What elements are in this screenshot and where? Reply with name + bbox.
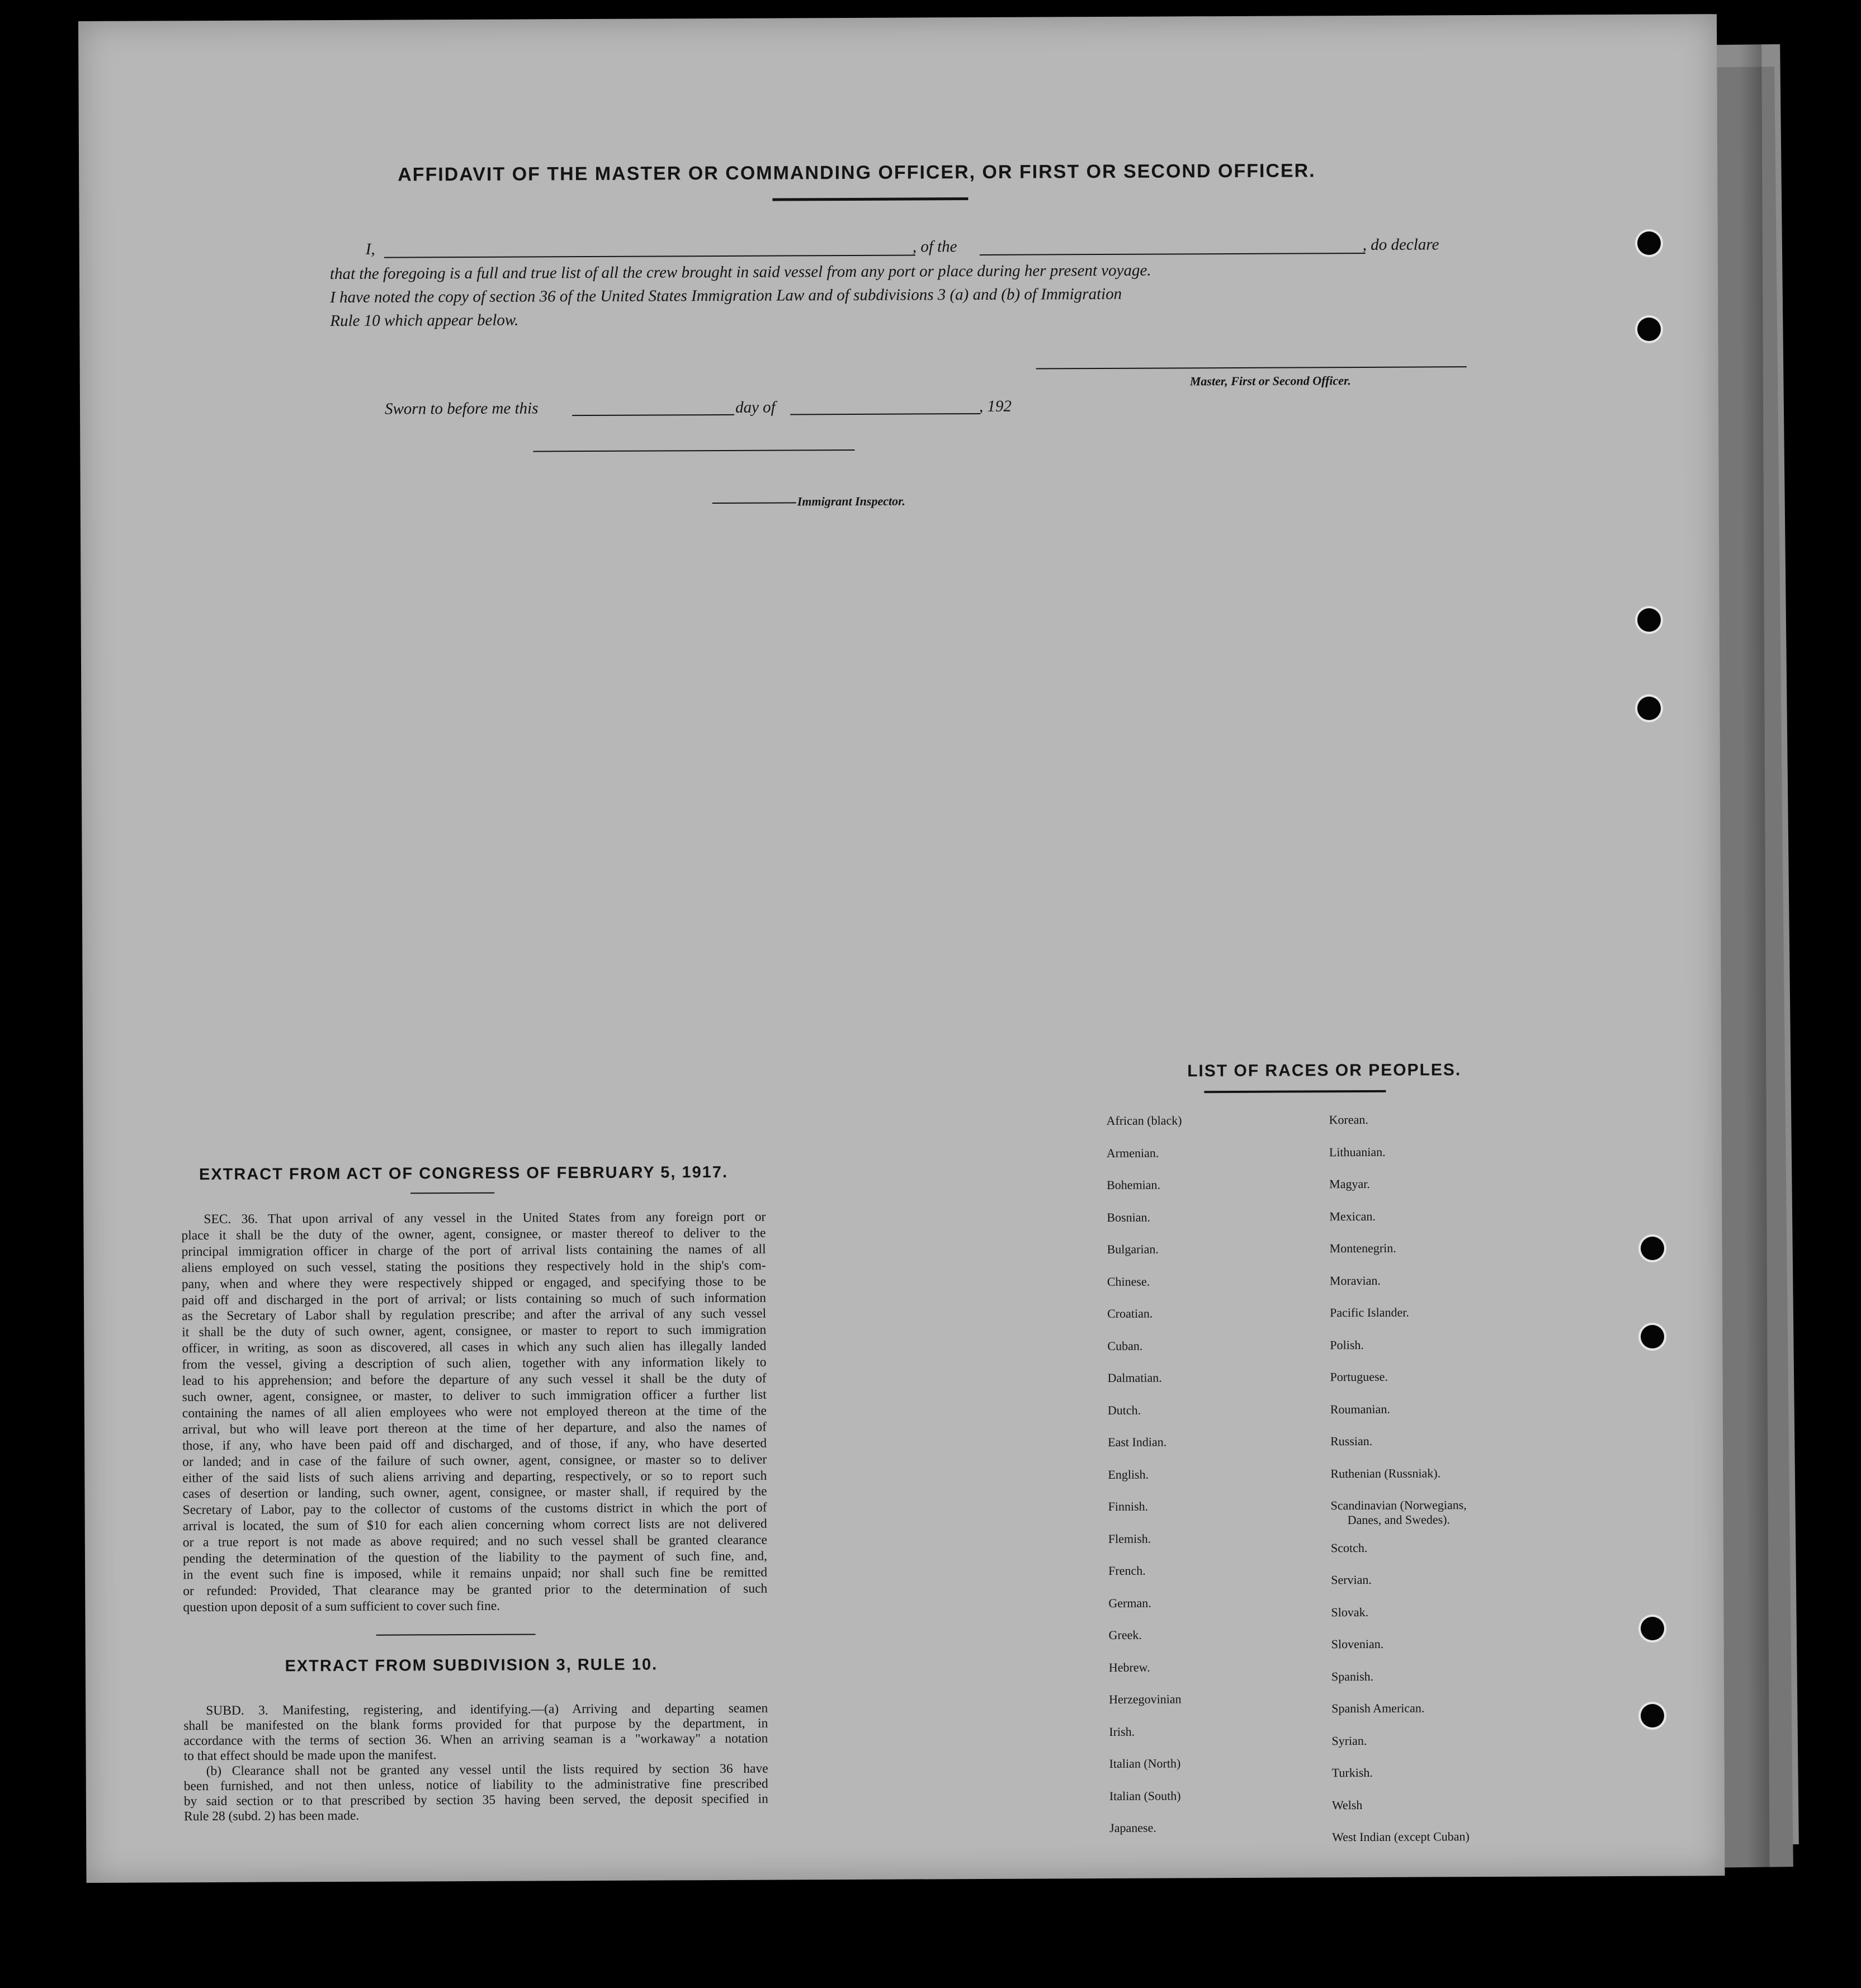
race-entry: Magyar. <box>1329 1176 1370 1191</box>
race-entry: Servian. <box>1331 1572 1372 1587</box>
race-entry: Moravian. <box>1329 1273 1381 1288</box>
extract-act-rule <box>410 1192 494 1194</box>
inspector-label: Immigrant Inspector. <box>797 494 905 509</box>
race-entry: Turkish. <box>1331 1765 1373 1780</box>
text-line: officer, in writing, as soon as discovered, all cases in which any such alien has illegally landed <box>182 1338 767 1356</box>
race-entry: Polish. <box>1330 1337 1364 1352</box>
race-entry: Syrian. <box>1331 1733 1367 1748</box>
race-entry: German. <box>1108 1596 1151 1610</box>
sworn-year: , 192 <box>979 397 1012 415</box>
extract-rule-rule <box>376 1634 536 1635</box>
inspector-prefix-blank <box>712 502 796 504</box>
text-line: been furnished, and not then unless, notice of liability to the administrative fine prescribed <box>183 1776 768 1794</box>
text-line: aliens employed on such vessel, stating the positions they respectively hold in the ship's com- <box>181 1258 766 1275</box>
race-entry: Ruthenian (Russniak). <box>1330 1465 1441 1480</box>
text-line: principal immigration officer in charge of the port of arrival lists containing the names of all <box>181 1242 766 1260</box>
declarant-declare: , do declare <box>1362 235 1439 254</box>
races-heading-rule <box>1204 1090 1386 1093</box>
text-line: paid off and discharged in the port of arrival; or lists containing so much of such information <box>181 1290 767 1308</box>
master-label: Master, First or Second Officer. <box>1189 373 1351 389</box>
text-line: Rule 28 (subd. 2) has been made. <box>183 1808 360 1824</box>
extract-act-text <box>181 1209 767 1616</box>
race-entry: Mexican. <box>1329 1209 1376 1223</box>
race-entry: Flemish. <box>1108 1531 1151 1546</box>
punch-hole <box>1641 1325 1664 1348</box>
race-entry: Slovenian. <box>1331 1636 1384 1651</box>
race-entry: Cuban. <box>1107 1338 1143 1353</box>
race-entry: Montenegrin. <box>1329 1241 1396 1256</box>
race-entry: Pacific Islander. <box>1330 1305 1409 1320</box>
punch-hole <box>1641 1237 1664 1260</box>
race-entry: Croatian. <box>1107 1306 1153 1320</box>
punch-hole <box>1637 318 1661 341</box>
text-line: SUBD. 3. Manifesting, registering, and identifying.—(a) Arriving and departing seamen <box>206 1701 768 1719</box>
affidavit-body-line-2: I have noted the copy of section 36 of the United States Immigration Law and of subdivisions 3 (a) and (b) of Immigration <box>330 285 1122 307</box>
text-line: as the Secretary of Labor shall by regulation prescribe; and after the arrival of any such vessel <box>182 1307 767 1324</box>
manifest-page <box>78 14 1725 1883</box>
punch-hole <box>1637 231 1661 255</box>
text-line: by said section or to that prescribed by section 35 having been served, the deposit specified in <box>183 1791 768 1809</box>
race-entry: English. <box>1108 1467 1149 1481</box>
race-entry: Italian (South) <box>1109 1788 1181 1803</box>
affidavit-body-line-3: Rule 10 which appear below. <box>330 311 519 330</box>
text-line: to that effect should be made upon the manifest. <box>183 1748 437 1764</box>
extract-rule-text <box>183 1701 768 1825</box>
race-entry: West Indian (except Cuban) <box>1332 1829 1470 1844</box>
text-line: arrival, but who will leave port thereon at the time of her departure, and also the names of <box>182 1419 767 1437</box>
text-line: SEC. 36. That upon arrival of any vessel in the United States from any foreign port or <box>204 1209 766 1227</box>
race-entry: Chinese. <box>1107 1274 1150 1289</box>
text-line: either of the said lists of such aliens arriving and departing, respectively, or so to report such <box>182 1468 767 1485</box>
race-entry: Bosnian. <box>1107 1210 1151 1224</box>
inspector-signature-blank <box>533 449 854 452</box>
text-line: or landed; and in case of the failure of such owner, agent, consignee, or master so to deliver <box>182 1452 767 1469</box>
race-entry: African (black) <box>1106 1113 1182 1128</box>
affidavit-body-line-1: that the foregoing is a full and true list of all the crew brought in said vessel from any port or place during her present voyage. <box>329 261 1151 283</box>
extract-act-heading: EXTRACT FROM ACT OF CONGRESS OF FEBRUARY 5, 1917. <box>199 1163 729 1184</box>
race-entry: Finnish. <box>1108 1499 1149 1513</box>
text-line: arrival is located, the sum of $10 for each alien concerning whom correct lists are not delivered <box>182 1516 767 1534</box>
declarant-of-the: , of the <box>912 238 957 256</box>
race-entry: Spanish American. <box>1331 1701 1425 1716</box>
text-line: place it shall be the duty of the owner, agent, consignee, or master thereof to deliver to the <box>181 1225 766 1243</box>
declarant-prefix: I, <box>365 240 375 258</box>
text-line: cases of desertion or landing, such owner, agent, consignee, or master shall, if required by the <box>182 1484 767 1502</box>
sworn-day-blank <box>572 414 734 416</box>
master-signature-blank <box>1036 366 1467 369</box>
affidavit-heading-rule <box>772 197 968 201</box>
race-entry: Slovak. <box>1331 1604 1369 1619</box>
race-entry: Herzegovinian <box>1109 1692 1182 1706</box>
text-line: it shall be the duty of such owner, agent, consignee, or master to report to such immigration <box>182 1322 767 1340</box>
race-entry: Armenian. <box>1106 1146 1159 1160</box>
sworn-day-label: day of <box>735 398 776 416</box>
text-line: in the event such fine is imposed, while it remains unpaid; nor shall such fine be remitted <box>183 1565 768 1583</box>
race-entry: Japanese. <box>1109 1820 1156 1835</box>
text-line: such owner, agent, consignee, or master, to deliver to such immigration officer a further list <box>182 1387 767 1405</box>
race-entry: Dutch. <box>1107 1403 1141 1417</box>
race-entry: Bohemian. <box>1107 1177 1161 1192</box>
sworn-prefix: Sworn to before me this <box>384 399 539 418</box>
extract-rule-heading: EXTRACT FROM SUBDIVISION 3, RULE 10. <box>285 1655 658 1675</box>
race-entry: Lithuanian. <box>1329 1144 1386 1159</box>
race-entry: Scandinavian (Norwegians, <box>1330 1498 1467 1513</box>
race-entry: Bulgarian. <box>1107 1242 1159 1256</box>
declarant-name-blank <box>384 254 915 258</box>
affidavit-heading: AFFIDAVIT OF THE MASTER OR COMMANDING OFFICER, OR FIRST OR SECOND OFFICER. <box>398 160 1316 186</box>
races-heading: LIST OF RACES OR PEOPLES. <box>1187 1061 1462 1081</box>
text-line: (b) Clearance shall not be granted any vessel until the lists required by section 36 have <box>206 1761 768 1779</box>
vessel-name-blank <box>980 253 1366 255</box>
race-entry: Portuguese. <box>1330 1369 1388 1384</box>
text-line: from the vessel, giving a description of such alien, together with any information likely to <box>182 1355 767 1372</box>
text-line: lead to his apprehension; and before the departure of any such vessel it shall be the duty of <box>182 1371 767 1389</box>
race-entry: Roumanian. <box>1330 1402 1390 1416</box>
punch-hole <box>1637 608 1661 632</box>
punch-hole <box>1641 1704 1664 1727</box>
race-entry: Greek. <box>1108 1627 1142 1642</box>
race-entry: Danes, and Swedes). <box>1347 1512 1451 1527</box>
text-line: question upon deposit of a sum sufficient to cover such fine. <box>183 1598 500 1615</box>
punch-hole <box>1637 697 1661 720</box>
race-entry: Russian. <box>1330 1433 1373 1449</box>
race-entry: Hebrew. <box>1108 1660 1150 1674</box>
race-entry: Italian (North) <box>1109 1756 1181 1771</box>
race-entry: Spanish. <box>1331 1669 1374 1683</box>
race-entry: Welsh <box>1331 1797 1363 1812</box>
race-entry: East Indian. <box>1108 1435 1167 1449</box>
race-entry: Dalmatian. <box>1107 1370 1162 1385</box>
text-line: or refunded: Provided, That clearance may be granted prior to the determination of such <box>183 1581 768 1599</box>
text-line: or a true report is not made as above required; and no such vessel shall be granted clearance <box>182 1532 767 1550</box>
race-entry: Scotch. <box>1330 1540 1368 1555</box>
punch-hole <box>1641 1617 1664 1640</box>
text-line: those, if any, who have been paid off and discharged, and of those, if any, who have deserted <box>182 1436 767 1453</box>
text-line: Secretary of Labor, pay to the collector of customs of the customs district in which the port of <box>182 1500 767 1518</box>
sworn-month-blank <box>790 413 980 415</box>
text-line: containing the names of all alien employees who were not employed thereon at the time of the <box>182 1403 767 1421</box>
race-entry: French. <box>1108 1563 1146 1578</box>
text-line: pany, when and where they were respectively shipped or engaged, and specifying those to be <box>181 1274 766 1291</box>
race-entry: Irish. <box>1109 1724 1135 1739</box>
text-line: accordance with the terms of section 36. When an arriving seaman is a "workaway" a notation <box>183 1731 768 1749</box>
text-line: shall be manifested on the blank forms provided for that purpose by the department, in <box>183 1716 768 1734</box>
text-line: pending the determination of the question of the liability to the payment of such fine, and, <box>182 1549 768 1566</box>
race-entry: Korean. <box>1329 1112 1368 1127</box>
